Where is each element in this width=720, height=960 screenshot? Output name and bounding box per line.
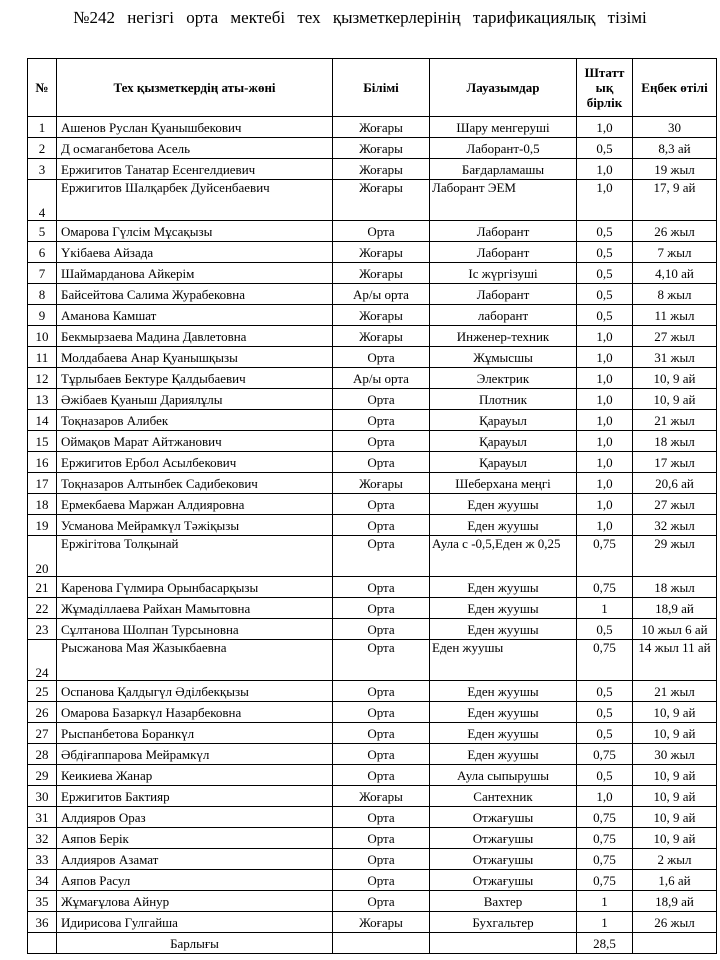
cell-name: Омарова Гүлсім Мұсақызы xyxy=(57,221,333,242)
cell-education: Орта xyxy=(333,577,430,598)
cell-experience: 32 жыл xyxy=(633,515,717,536)
cell-rate: 0,5 xyxy=(577,263,633,284)
cell-no: 24 xyxy=(28,640,57,681)
cell-name: Аяпов Берік xyxy=(57,828,333,849)
cell-no: 6 xyxy=(28,242,57,263)
cell-name: Рыспанбетова Боранкүл xyxy=(57,723,333,744)
cell-rate: 0,75 xyxy=(577,744,633,765)
cell-education: Жоғары xyxy=(333,305,430,326)
header-experience: Еңбек өтілі xyxy=(633,59,717,117)
table-row xyxy=(28,765,717,786)
cell-no: 27 xyxy=(28,723,57,744)
table-row xyxy=(28,640,717,681)
cell-education: Орта xyxy=(333,536,430,577)
table-row xyxy=(28,326,717,347)
cell-experience: 10, 9 ай xyxy=(633,765,717,786)
cell-experience: 17 жыл xyxy=(633,452,717,473)
cell-name: Сұлтанова Шолпан Турсыновна xyxy=(57,619,333,640)
cell-education: Орта xyxy=(333,681,430,702)
cell-rate: 0,75 xyxy=(577,536,633,577)
cell-name: Каренова Гүлмира Орынбасарқызы xyxy=(57,577,333,598)
header-row xyxy=(28,59,717,117)
table-row xyxy=(28,159,717,180)
cell-name: Ержигитов Шалқарбек Дуйсенбаевич xyxy=(57,180,333,221)
cell-rate: 0,5 xyxy=(577,138,633,159)
cell-experience: 30 xyxy=(633,117,717,138)
cell-experience: 18 жыл xyxy=(633,431,717,452)
cell-no: 33 xyxy=(28,849,57,870)
cell-position: лаборант xyxy=(430,305,577,326)
cell-position: Еден жуушы xyxy=(430,619,577,640)
cell-experience: 1,6 ай xyxy=(633,870,717,891)
cell-name: Д осмаганбетова Асель xyxy=(57,138,333,159)
cell-education: Жоғары xyxy=(333,138,430,159)
cell-position: Қарауыл xyxy=(430,452,577,473)
cell-no: 11 xyxy=(28,347,57,368)
cell-education: Орта xyxy=(333,494,430,515)
cell-no: 28 xyxy=(28,744,57,765)
cell-experience: 20,6 ай xyxy=(633,473,717,494)
cell-position: Лаборант ЭЕМ xyxy=(430,180,577,221)
table-row xyxy=(28,828,717,849)
cell-name: Ержигитов Бактияр xyxy=(57,786,333,807)
cell-no: 31 xyxy=(28,807,57,828)
cell-rate: 0,5 xyxy=(577,681,633,702)
cell-rate: 1 xyxy=(577,891,633,912)
cell-no: 7 xyxy=(28,263,57,284)
cell-education: Орта xyxy=(333,640,430,681)
total-label: Барлығы xyxy=(57,933,333,954)
cell-no: 32 xyxy=(28,828,57,849)
staff-table xyxy=(27,58,717,954)
cell-education: Жоғары xyxy=(333,473,430,494)
cell-rate: 1,0 xyxy=(577,347,633,368)
cell-rate: 1,0 xyxy=(577,410,633,431)
table-row xyxy=(28,849,717,870)
table-row xyxy=(28,619,717,640)
cell-position: Іс жүргізуші xyxy=(430,263,577,284)
cell-position: Лаборант-0,5 xyxy=(430,138,577,159)
cell-rate: 0,5 xyxy=(577,765,633,786)
cell-rate: 0,75 xyxy=(577,828,633,849)
cell-position: Инженер-техник xyxy=(430,326,577,347)
cell-education: Ар/ы орта xyxy=(333,284,430,305)
cell-no: 14 xyxy=(28,410,57,431)
cell-experience: 2 жыл xyxy=(633,849,717,870)
cell-name: Тұрлыбаев Бектуре Қалдыбаевич xyxy=(57,368,333,389)
cell-name: Оспанова Қалдыгүл Әділбекқызы xyxy=(57,681,333,702)
cell-education: Орта xyxy=(333,515,430,536)
cell-rate: 0,5 xyxy=(577,305,633,326)
cell-education: Орта xyxy=(333,598,430,619)
cell-education: Орта xyxy=(333,723,430,744)
cell-experience: 26 жыл xyxy=(633,221,717,242)
total-pos-cell xyxy=(430,933,577,954)
cell-position: Еден жуушы xyxy=(430,577,577,598)
cell-position: Қарауыл xyxy=(430,410,577,431)
cell-rate: 1 xyxy=(577,598,633,619)
total-row xyxy=(28,933,717,954)
cell-name: Әжібаев Қуаныш Дариялұлы xyxy=(57,389,333,410)
cell-name: Аманова Камшат xyxy=(57,305,333,326)
cell-experience: 10, 9 ай xyxy=(633,807,717,828)
cell-name: Оймақов Марат Айтжанович xyxy=(57,431,333,452)
cell-no: 22 xyxy=(28,598,57,619)
cell-rate: 1,0 xyxy=(577,159,633,180)
cell-experience: 10, 9 ай xyxy=(633,786,717,807)
cell-experience: 27 жыл xyxy=(633,494,717,515)
table-row xyxy=(28,577,717,598)
table-row xyxy=(28,221,717,242)
cell-position: Шару менгеруші xyxy=(430,117,577,138)
cell-education: Орта xyxy=(333,221,430,242)
cell-name: Ержигитов Танатар Есенгелдиевич xyxy=(57,159,333,180)
cell-experience: 18,9 ай xyxy=(633,598,717,619)
cell-position: Еден жуушы xyxy=(430,598,577,619)
table-row xyxy=(28,305,717,326)
cell-rate: 1,0 xyxy=(577,368,633,389)
cell-rate: 0,75 xyxy=(577,870,633,891)
table-footer xyxy=(28,933,717,954)
cell-no: 13 xyxy=(28,389,57,410)
cell-rate: 0,5 xyxy=(577,284,633,305)
cell-education: Жоғары xyxy=(333,912,430,933)
cell-experience: 18,9 ай xyxy=(633,891,717,912)
table-row xyxy=(28,473,717,494)
cell-rate: 1,0 xyxy=(577,515,633,536)
cell-experience: 4,10 ай xyxy=(633,263,717,284)
cell-rate: 0,75 xyxy=(577,807,633,828)
cell-education: Орта xyxy=(333,410,430,431)
table-row xyxy=(28,891,717,912)
cell-position: Шеберхана меңгі xyxy=(430,473,577,494)
cell-no: 34 xyxy=(28,870,57,891)
table-row xyxy=(28,242,717,263)
table-row xyxy=(28,368,717,389)
cell-name: Рысжанова Мая Жазыкбаевна xyxy=(57,640,333,681)
cell-experience: 10 жыл 6 ай xyxy=(633,619,717,640)
table-row xyxy=(28,912,717,933)
cell-name: Омарова Базаркүл Назарбековна xyxy=(57,702,333,723)
cell-rate: 1,0 xyxy=(577,473,633,494)
header-education: Білімі xyxy=(333,59,430,117)
cell-no: 15 xyxy=(28,431,57,452)
cell-education: Жоғары xyxy=(333,159,430,180)
cell-no: 9 xyxy=(28,305,57,326)
cell-no: 29 xyxy=(28,765,57,786)
cell-experience: 21 жыл xyxy=(633,410,717,431)
cell-name: Тоқназаров Алтынбек Садибекович xyxy=(57,473,333,494)
cell-rate: 0,5 xyxy=(577,702,633,723)
cell-no: 20 xyxy=(28,536,57,577)
cell-no: 12 xyxy=(28,368,57,389)
cell-name: Алдияров Ораз xyxy=(57,807,333,828)
page-title: №242 негізгі орта мектебі тех қызметкерлерінің тарификациялық тізімі xyxy=(73,8,647,27)
cell-education: Жоғары xyxy=(333,326,430,347)
cell-experience: 26 жыл xyxy=(633,912,717,933)
cell-rate: 0,5 xyxy=(577,242,633,263)
cell-education: Орта xyxy=(333,619,430,640)
cell-position: Отжағушы xyxy=(430,828,577,849)
cell-experience: 27 жыл xyxy=(633,326,717,347)
cell-experience: 30 жыл xyxy=(633,744,717,765)
cell-position: Еден жуушы xyxy=(430,723,577,744)
header-position: Лауазымдар xyxy=(430,59,577,117)
cell-education: Жоғары xyxy=(333,117,430,138)
cell-no: 16 xyxy=(28,452,57,473)
cell-position: Лаборант xyxy=(430,242,577,263)
total-exp-cell xyxy=(633,933,717,954)
cell-position: Аула сыпырушы xyxy=(430,765,577,786)
cell-no: 8 xyxy=(28,284,57,305)
cell-experience: 8,3 ай xyxy=(633,138,717,159)
cell-name: Ержигитов Ербол Асылбекович xyxy=(57,452,333,473)
cell-name: Идирисова Гулгайша xyxy=(57,912,333,933)
table-row xyxy=(28,138,717,159)
cell-no: 10 xyxy=(28,326,57,347)
cell-rate: 1,0 xyxy=(577,494,633,515)
table-row xyxy=(28,347,717,368)
cell-no: 25 xyxy=(28,681,57,702)
cell-education: Орта xyxy=(333,891,430,912)
table-body xyxy=(28,117,717,933)
cell-name: Усманова Мейрамкүл Тәжіқызы xyxy=(57,515,333,536)
cell-position: Лаборант xyxy=(430,284,577,305)
cell-no: 23 xyxy=(28,619,57,640)
cell-no: 18 xyxy=(28,494,57,515)
cell-position: Бухгальтер xyxy=(430,912,577,933)
cell-education: Орта xyxy=(333,849,430,870)
cell-position: Қарауыл xyxy=(430,431,577,452)
cell-position: Вахтер xyxy=(430,891,577,912)
cell-experience: 10, 9 ай xyxy=(633,702,717,723)
cell-position: Плотник xyxy=(430,389,577,410)
cell-no: 1 xyxy=(28,117,57,138)
cell-education: Орта xyxy=(333,870,430,891)
cell-experience: 18 жыл xyxy=(633,577,717,598)
cell-rate: 1,0 xyxy=(577,786,633,807)
cell-rate: 0,5 xyxy=(577,221,633,242)
cell-name: Алдияров Азамат xyxy=(57,849,333,870)
cell-name: Шаймарданова Айкерім xyxy=(57,263,333,284)
cell-education: Орта xyxy=(333,702,430,723)
cell-education: Жоғары xyxy=(333,180,430,221)
header-rate: Штатт ық бірлік xyxy=(577,59,633,117)
cell-experience: 10, 9 ай xyxy=(633,368,717,389)
cell-no: 4 xyxy=(28,180,57,221)
cell-no: 5 xyxy=(28,221,57,242)
cell-education: Орта xyxy=(333,807,430,828)
cell-no: 2 xyxy=(28,138,57,159)
cell-experience: 29 жыл xyxy=(633,536,717,577)
cell-position: Еден жуушы xyxy=(430,515,577,536)
cell-name: Жұмағұлова Айнур xyxy=(57,891,333,912)
cell-no: 36 xyxy=(28,912,57,933)
cell-position: Еден жуушы xyxy=(430,744,577,765)
header-name: Тех қызметкердің аты-жөні xyxy=(57,59,333,117)
table-row xyxy=(28,284,717,305)
cell-rate: 1,0 xyxy=(577,389,633,410)
table-row xyxy=(28,744,717,765)
cell-rate: 1,0 xyxy=(577,431,633,452)
total-edu-cell xyxy=(333,933,430,954)
cell-experience: 10, 9 ай xyxy=(633,828,717,849)
cell-rate: 0,75 xyxy=(577,849,633,870)
cell-position: Жұмысшы xyxy=(430,347,577,368)
cell-education: Орта xyxy=(333,828,430,849)
cell-name: Әбдіғаппарова Мейрамкүл xyxy=(57,744,333,765)
cell-name: Тоқназаров Алибек xyxy=(57,410,333,431)
table-header xyxy=(28,59,717,117)
cell-name: Бекмырзаева Мадина Давлетовна xyxy=(57,326,333,347)
table-row xyxy=(28,494,717,515)
cell-no: 26 xyxy=(28,702,57,723)
cell-rate: 1,0 xyxy=(577,180,633,221)
cell-no: 17 xyxy=(28,473,57,494)
cell-experience: 19 жыл xyxy=(633,159,717,180)
cell-position: Еден жуушы xyxy=(430,702,577,723)
cell-education: Жоғары xyxy=(333,786,430,807)
cell-rate: 0,5 xyxy=(577,619,633,640)
cell-no: 35 xyxy=(28,891,57,912)
cell-name: Үкібаева Айзада xyxy=(57,242,333,263)
cell-experience: 8 жыл xyxy=(633,284,717,305)
cell-rate: 1,0 xyxy=(577,326,633,347)
cell-name: Байсейтова Салима Журабековна xyxy=(57,284,333,305)
table-row xyxy=(28,870,717,891)
cell-position: Отжағушы xyxy=(430,849,577,870)
cell-experience: 14 жыл 11 ай xyxy=(633,640,717,681)
cell-education: Орта xyxy=(333,765,430,786)
cell-name: Аяпов Расул xyxy=(57,870,333,891)
cell-experience: 7 жыл xyxy=(633,242,717,263)
table-row xyxy=(28,807,717,828)
cell-education: Ар/ы орта xyxy=(333,368,430,389)
table-row xyxy=(28,431,717,452)
cell-education: Орта xyxy=(333,431,430,452)
cell-no: 30 xyxy=(28,786,57,807)
cell-position: Сантехник xyxy=(430,786,577,807)
cell-no: 21 xyxy=(28,577,57,598)
cell-rate: 1 xyxy=(577,912,633,933)
cell-name: Ашенов Руслан Қуанышбекович xyxy=(57,117,333,138)
cell-experience: 11 жыл xyxy=(633,305,717,326)
cell-education: Орта xyxy=(333,347,430,368)
table-row xyxy=(28,263,717,284)
table-row xyxy=(28,180,717,221)
cell-rate: 0,5 xyxy=(577,723,633,744)
cell-name: Жұмаділлаева Райхан Мамытовна xyxy=(57,598,333,619)
cell-experience: 31 жыл xyxy=(633,347,717,368)
table-row xyxy=(28,515,717,536)
cell-name: Кеикиева Жанар xyxy=(57,765,333,786)
cell-position: Аула с -0,5,Еден ж 0,25 xyxy=(430,536,577,577)
table-row xyxy=(28,117,717,138)
total-rate: 28,5 xyxy=(577,933,633,954)
cell-position: Еден жуушы xyxy=(430,681,577,702)
cell-position: Бағдарламашы xyxy=(430,159,577,180)
table-row xyxy=(28,389,717,410)
cell-experience: 21 жыл xyxy=(633,681,717,702)
table-row xyxy=(28,681,717,702)
cell-rate: 1,0 xyxy=(577,452,633,473)
cell-position: Еден жуушы xyxy=(430,640,577,681)
table-row xyxy=(28,702,717,723)
cell-experience: 17, 9 ай xyxy=(633,180,717,221)
cell-position: Еден жуушы xyxy=(430,494,577,515)
cell-name: Ержігітова Толқынай xyxy=(57,536,333,577)
cell-name: Молдабаева Анар Қуанышқызы xyxy=(57,347,333,368)
cell-position: Отжағушы xyxy=(430,870,577,891)
cell-education: Орта xyxy=(333,744,430,765)
table-row xyxy=(28,410,717,431)
total-no-cell xyxy=(28,933,57,954)
table-row xyxy=(28,723,717,744)
table-row xyxy=(28,536,717,577)
cell-name: Ермекбаева Маржан Алдияровна xyxy=(57,494,333,515)
table-row xyxy=(28,598,717,619)
cell-education: Жоғары xyxy=(333,242,430,263)
cell-position: Электрик xyxy=(430,368,577,389)
cell-experience: 10, 9 ай xyxy=(633,389,717,410)
cell-education: Орта xyxy=(333,389,430,410)
cell-rate: 1,0 xyxy=(577,117,633,138)
cell-position: Лаборант xyxy=(430,221,577,242)
cell-no: 19 xyxy=(28,515,57,536)
header-no: № xyxy=(28,59,57,117)
cell-education: Жоғары xyxy=(333,263,430,284)
cell-rate: 0,75 xyxy=(577,640,633,681)
table-row xyxy=(28,452,717,473)
cell-experience: 10, 9 ай xyxy=(633,723,717,744)
cell-no: 3 xyxy=(28,159,57,180)
cell-education: Орта xyxy=(333,452,430,473)
table-row xyxy=(28,786,717,807)
cell-position: Отжағушы xyxy=(430,807,577,828)
cell-rate: 0,75 xyxy=(577,577,633,598)
